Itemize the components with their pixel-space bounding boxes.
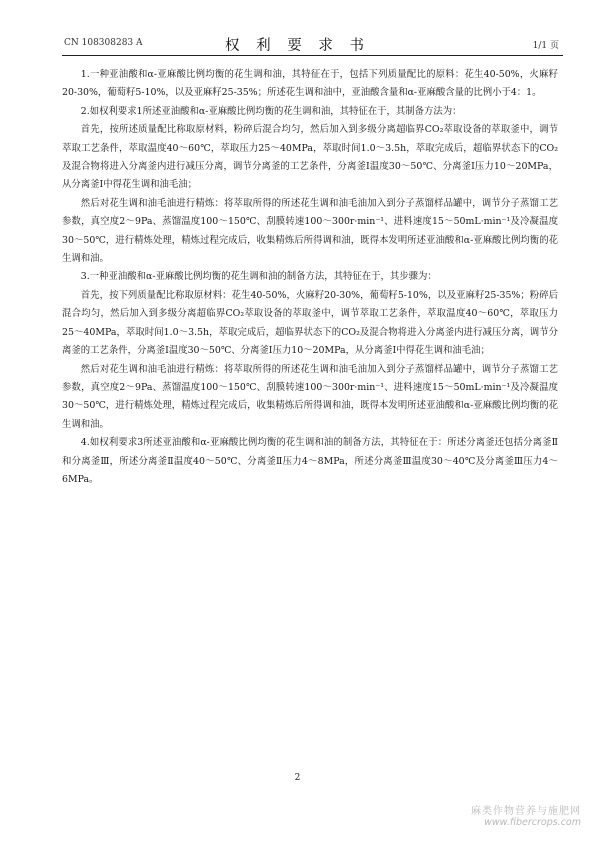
claim-2-refining-step: 然后对花生调和油毛油进行精炼：将萃取所得的所述花生调和油毛油加入到分子蒸馏样品罐中，调节分子蒸馏工艺参数，真空度2～9Pa、蒸馏温度100～150℃、刮膜转速100～300r·min⁻¹、进料速度15～50mL·min⁻¹及冷凝温度30～50℃，进行精炼处理，精炼过程完成后，收集精炼后所得调和油，既得本发明所述亚油酸和α-亚麻酸比例均衡的花生调和油。 — [62, 197, 558, 265]
page-number: 2 — [294, 773, 301, 783]
claim-2-paragraph: 2.如权利要求1所述亚油酸和α-亚麻酸比例均衡的花生调和油，其特征在于，其制备方法为： — [80, 105, 462, 117]
header-divider — [62, 55, 563, 56]
claim-3-refining-step: 然后对花生调和油毛油进行精炼：将萃取所得的所述花生调和油毛油加入到分子蒸馏样品罐中，调节分子蒸馏工艺参数，真空度2～9Pa、蒸馏温度100～150℃、刮膜转速100～300r·min⁻¹、进料速度15～50mL·min⁻¹及冷凝温度30～50℃，进行精炼处理，精炼过程完成后，收集精炼后所得调和油，既得本发明所述亚油酸和α-亚麻酸比例均衡的花生调和油。 — [62, 363, 558, 430]
document-number: CN 108308283 A — [64, 38, 143, 48]
claim-1-paragraph: 1.一种亚油酸和α-亚麻酸比例均衡的花生调和油，其特征在于，包括下列质量配比的原料：花生40-50%，火麻籽20-30%，葡萄籽5-10%，以及亚麻籽25-35%；所述花生调和油中，亚油酸含量和α-亚麻酸含量的比例小于4：1。 — [62, 69, 558, 99]
page-title: 权 利 要 求 书 — [225, 38, 370, 54]
claim-4-paragraph: 4.如权利要求3所述亚油酸和α-亚麻酸比例均衡的花生调和油的制备方法，其特征在于：所述分离釜还包括分离釜Ⅱ和分离釜Ⅲ，所述分离釜Ⅱ温度40～50℃、分离釜Ⅱ压力4～8MPa，所述分离釜Ⅲ温度30～40℃及分离釜Ⅲ压力4～6MPa。 — [62, 437, 558, 485]
watermark-url: www.fibercrops.com — [484, 817, 581, 828]
claims-body — [62, 66, 558, 489]
watermark — [471, 802, 581, 828]
claim-3-extraction-step: 首先，按下列质量配比称取原材料：花生40-50%，火麻籽20-30%，葡萄籽5-10%，以及亚麻籽25-35%；粉碎后混合均匀，然后加入到多级分离超临界CO₂萃取设备的萃取釜中，调节萃取工艺条件，萃取温度40～60℃，萃取压力25～40MPa，萃取时间1.0～3.5h，萃取完成后，超临界状态下的CO₂及混合物将进入分离釜内进行减压分离，调节分离釜的工艺条件，分离釜Ⅰ温度30～50℃、分离釜Ⅰ压力10～20MPa，从分离釜Ⅰ中得花生调和油毛油； — [62, 289, 558, 357]
claim-2-extraction-step: 首先，按所述质量配比称取原材料，粉碎后混合均匀，然后加入到多级分离超临界CO₂萃取设备的萃取釜中，调节萃取工艺条件，萃取温度40～60℃，萃取压力25～40MPa，萃取时间1.0～3.5h，萃取完成后，超临界状态下的CO₂及混合物将进入分离釜内进行减压分离，调节分离釜的工艺条件，分离釜Ⅰ温度30～50℃、分离釜Ⅰ压力10～20MPa，从分离釜Ⅰ中得花生调和油毛油； — [62, 124, 558, 191]
claim-3-paragraph: 3.一种亚油酸和α-亚麻酸比例均衡的花生调和油的制备方法，其特征在于，其步骤为： — [80, 271, 437, 283]
page-indicator: 1/1 页 — [532, 41, 559, 51]
watermark-site-name: 麻类作物营养与施肥网 — [471, 806, 581, 817]
